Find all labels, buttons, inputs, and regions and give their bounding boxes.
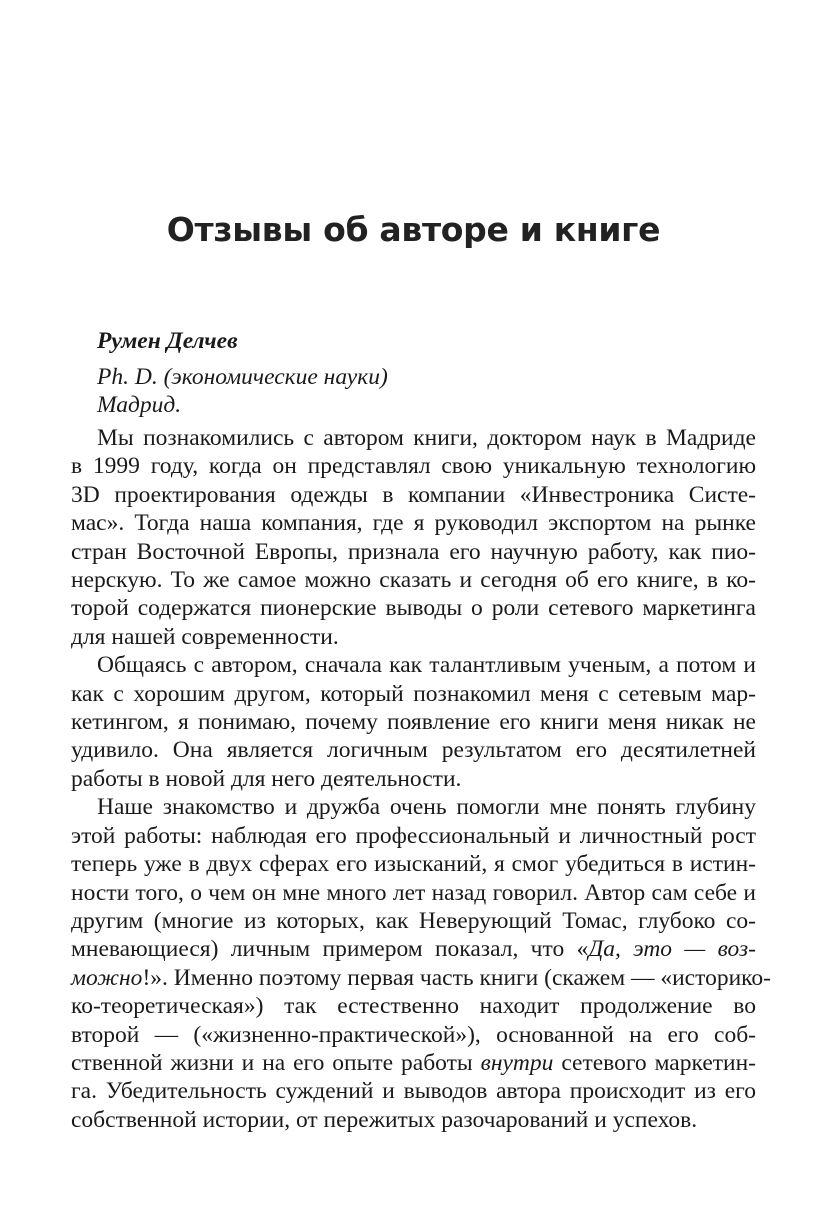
text-line: для нашей современности.: [71, 623, 339, 650]
text-run: сетевого маркетин-: [553, 1049, 756, 1076]
text-line: [71, 1049, 756, 1077]
text-run: !». Именно поэтому первая часть книги (скажем — «историко-: [142, 964, 771, 991]
text-line: 3D проектирования одежды в компании «Инвестроника Систе-: [71, 481, 756, 508]
author-city: Мадрид.: [97, 392, 182, 418]
text-line: Мы познакомились с автором книги, доктором наук в Мадриде: [97, 425, 756, 451]
author-byline: [97, 327, 388, 419]
text-line: в 1999 году, когда он представлял свою уникальную технологию: [71, 453, 756, 480]
text-line: стран Восточной Европы, признала его научную работу, как пио-: [71, 538, 756, 565]
text-run: мневающиеся) личным примером показал, что «: [71, 936, 589, 963]
text-line: теперь уже в двух сферах его изысканий, я смог убедиться в истин-: [71, 851, 756, 878]
emphasis-text: Да, это — воз-: [588, 936, 756, 963]
text-line: работы в новой для него деятельности.: [71, 765, 462, 792]
text-line: удивило. Она является логичным результатом его десятилетней: [71, 737, 756, 764]
paragraph-1: [71, 424, 756, 651]
text-line: га. Убедительность суждений и выводов автора происходит из его: [71, 1078, 756, 1105]
page-title: Отзывы об авторе и книге: [166, 210, 661, 249]
text-line: другим (многие из которых, как Неверующий Томас, глубоко со-: [71, 907, 756, 934]
text-line: этой работы: наблюдая его профессиональный и личностный рост: [71, 822, 756, 849]
author-name: Румен Делчев: [97, 328, 238, 354]
emphasis-text: внутри: [480, 1049, 554, 1076]
text-line: торой содержатся пионерские выводы о роли сетевого маркетинга: [71, 595, 756, 622]
text-line: Наше знакомство и дружба очень помогли мне понять глубину: [97, 794, 756, 821]
text-line: [71, 935, 756, 963]
text-line: мас». Тогда наша компания, где я руководил экспортом на рынке: [71, 510, 756, 537]
text-line: собственной истории, от пережитых разочарований и успехов.: [71, 1106, 698, 1133]
review-body: [71, 424, 771, 1134]
emphasis-text: можно: [71, 964, 143, 991]
text-line: ко-теоретическая») так естественно находит продолжение во: [71, 993, 756, 1020]
text-line: [71, 964, 771, 992]
paragraph-3: [71, 793, 771, 1134]
text-line: второй — («жизненно-практической»), основанной на его соб-: [71, 1021, 756, 1048]
text-line: кетингом, я понимаю, почему появление его книги меня никак не: [71, 709, 756, 736]
text-line: как с хорошим другом, который познакомил меня с сетевым мар-: [71, 680, 756, 707]
text-line: Общаясь с автором, сначала как талантливым ученым, а потом и: [97, 652, 756, 679]
paragraph-2: [71, 651, 756, 793]
text-line: нерскую. То же самое можно сказать и сегодня об его книге, в ко-: [71, 567, 756, 594]
author-degree: Ph. D. (экономические науки): [97, 364, 388, 390]
text-run: ственной жизни и на его опыте работы: [71, 1049, 481, 1076]
text-line: ности того, о чем он мне много лет назад говорил. Автор сам себе и: [71, 879, 756, 906]
